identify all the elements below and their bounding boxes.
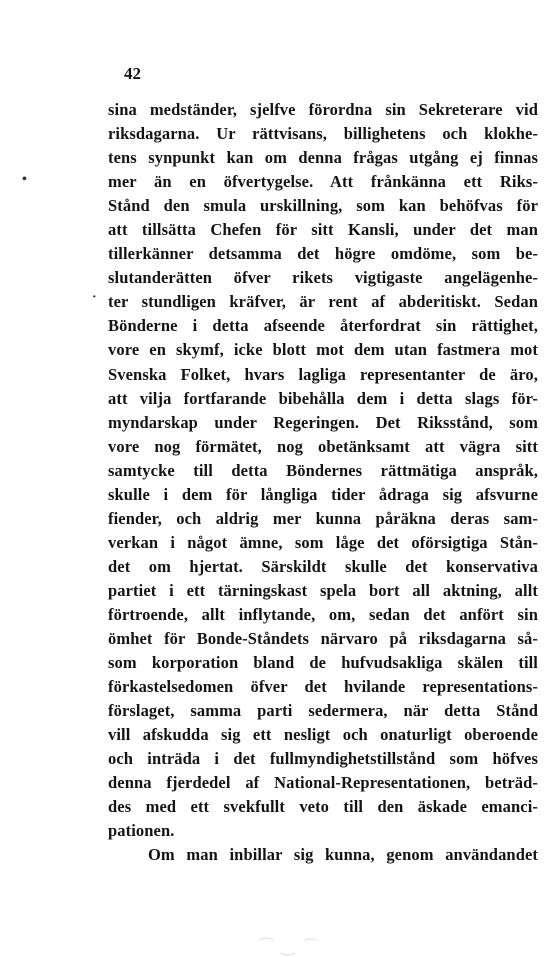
- text-line: verkan i något ämne, som låge det oförsigtiga Stån-: [108, 532, 538, 552]
- margin-bullet-mark: •: [22, 172, 27, 187]
- text-line-paragraph-end: pationen.: [108, 821, 175, 841]
- body-text: [108, 98, 538, 868]
- text-line: slutanderätten öfver rikets vigtigaste angelägenhe-: [108, 268, 538, 288]
- text-line: ter stundligen kräfver, är rent af abderitiskt. Sedan: [108, 292, 538, 312]
- text-line: vore nog förmätet, nog obetänksamt att vägra sitt: [108, 436, 538, 456]
- text-line: skulle i dem för långliga tider ådraga sig afsvurne: [108, 484, 538, 504]
- text-line: fiender, och aldrig mer kunna påräkna deras sam-: [108, 508, 538, 528]
- text-line: Stånd den smula urskillning, som kan behöfvas för: [108, 196, 538, 216]
- text-line-paragraph-start: Om man inbillar sig kunna, genom användandet: [148, 845, 538, 865]
- text-line: myndarskap under Regeringen. Det Riksstånd, som: [108, 412, 538, 432]
- text-line: mer än en öfvertygelse. Att frånkänna ett Riks-: [108, 172, 538, 192]
- margin-dot-mark: ·: [92, 290, 97, 305]
- text-line: sina medständer, sjelfve förordna sin Sekreterare vid: [108, 100, 538, 119]
- text-line: riksdagarna. Ur rättvisans, billighetens och klokhe-: [108, 124, 538, 144]
- text-line: Svenska Folket, hvars lagliga representanter de äro,: [108, 364, 538, 384]
- text-line: som korporation bland de hufvudsakliga skälen till: [108, 653, 538, 673]
- text-line: vore en skymf, icke blott mot dem utan fastmera mot: [108, 340, 538, 360]
- text-line: förtroende, allt inflytande, om, sedan det anfört sin: [108, 604, 538, 624]
- text-line: tens synpunkt kan om denna frågas utgång ej finnas: [108, 148, 538, 168]
- text-line: att vilja fortfarande bibehålla dem i detta slags för-: [108, 388, 538, 408]
- text-line: och inträda i det fullmyndighetstillstånd som höfves: [108, 749, 538, 769]
- text-line: tillerkänner detsamma det högre omdöme, som be-: [108, 244, 538, 264]
- text-line: förkastelsedomen öfver det hvilande representations-: [108, 677, 538, 697]
- text-line: det om hjertat. Särskildt skulle det konservativa: [108, 556, 538, 576]
- text-line: samtycke till detta Böndernes rättmätiga anspråk,: [108, 460, 538, 480]
- text-line: denna fjerdedel af National-Representationen, beträd-: [108, 773, 538, 793]
- text-line: des med ett svekfullt veto till den äskade emanci-: [108, 797, 538, 817]
- text-line: partiet i ett tärningskast spela bort all aktning, allt: [108, 580, 538, 600]
- scan-watermark: ⁀ ‿ ⌒: [260, 939, 321, 956]
- text-line: vill afskudda sig ett nesligt och onaturligt oberoende: [108, 725, 538, 745]
- text-line: Bönderne i detta afseende återfordrat sin rättighet,: [108, 316, 538, 336]
- text-line: förslaget, samma parti sedermera, när detta Stånd: [108, 701, 538, 721]
- text-line: att tillsätta Chefen för sitt Kansli, under det man: [108, 220, 538, 240]
- text-line: ömhet för Bonde-Ståndets närvaro på riksdagarna så-: [108, 629, 538, 649]
- page-number: 42: [124, 64, 141, 83]
